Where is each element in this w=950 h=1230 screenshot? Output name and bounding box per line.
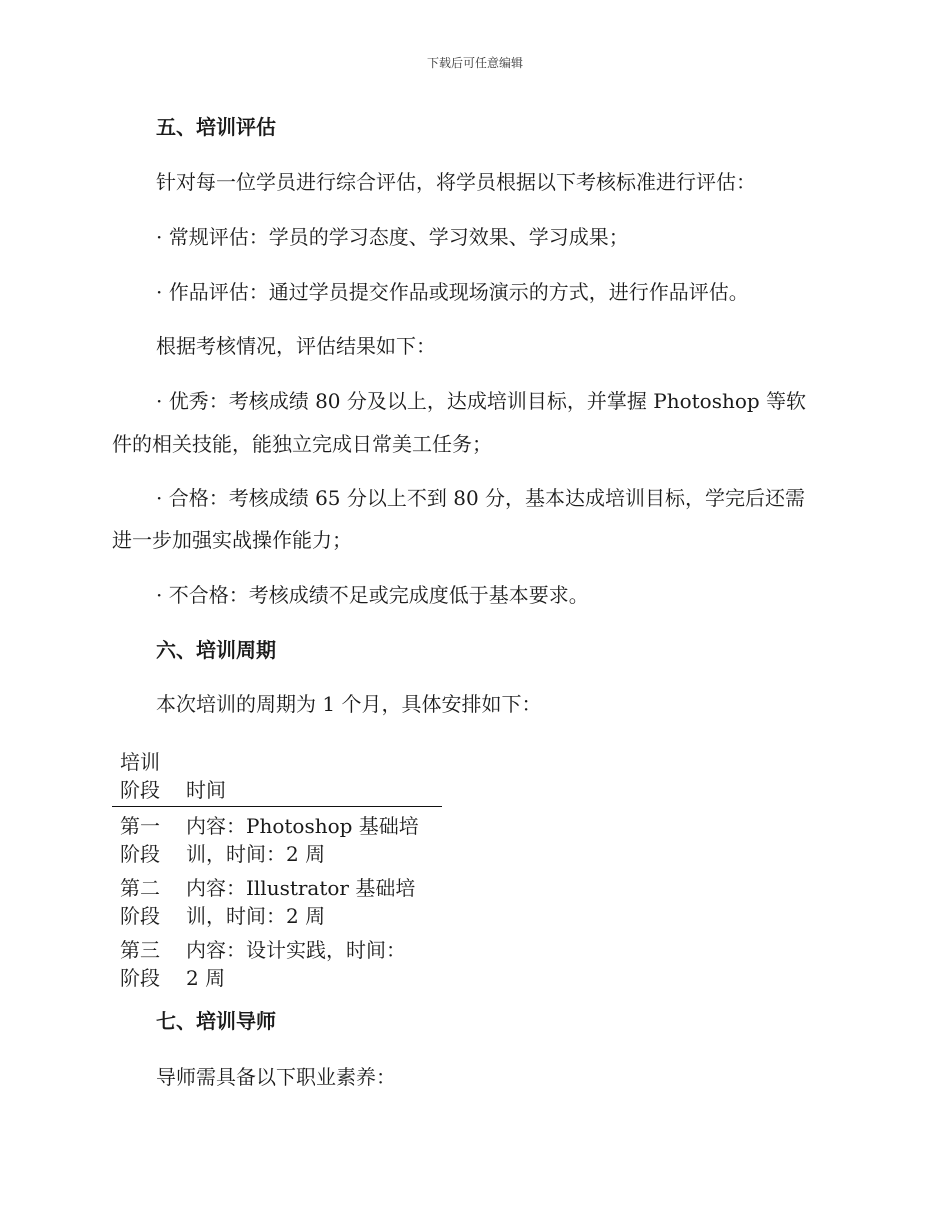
bullet-item: · 常规评估：学员的学习态度、学习效果、学习成果；: [156, 225, 629, 249]
table-cell-content: 训，时间：2 周: [186, 842, 326, 866]
table-cell-content: 内容：Photoshop 基础培: [186, 814, 419, 838]
table-cell-content: 内容：Illustrator 基础培: [186, 876, 416, 900]
table-cell-stage: 第二: [120, 876, 160, 900]
paragraph: 根据考核情况，评估结果如下：: [156, 334, 436, 358]
bullet-item: · 优秀：考核成绩 80 分及以上，达成培训目标，并掌握 Photoshop 等软: [156, 389, 807, 413]
table-cell-content: 内容：设计实践，时间：: [186, 938, 406, 962]
table-cell-stage: 第一: [120, 814, 160, 838]
paragraph: 本次培训的周期为 1 个月，具体安排如下：: [156, 692, 542, 716]
table-header-rule: [112, 806, 442, 807]
table-header-time: 时间: [186, 778, 226, 802]
table-cell-stage: 阶段: [120, 842, 160, 866]
bullet-item: · 不合格：考核成绩不足或完成度低于基本要求。: [156, 583, 589, 607]
section-heading-evaluation: 五、培训评估: [156, 115, 276, 139]
section-heading-mentor: 七、培训导师: [156, 1009, 276, 1033]
bullet-item: · 作品评估：通过学员提交作品或现场演示的方式，进行作品评估。: [156, 280, 749, 304]
page-header: 下载后可任意编辑: [426, 56, 523, 70]
table-cell-content: 训，时间：2 周: [186, 904, 326, 928]
table-header-stage: 培训: [120, 750, 160, 774]
table-cell-stage: 第三: [120, 938, 160, 962]
table-cell-stage: 阶段: [120, 904, 160, 928]
bullet-item-continuation: 件的相关技能，能独立完成日常美工任务；: [112, 432, 492, 456]
table-cell-content: 2 周: [186, 966, 226, 990]
table-header-stage: 阶段: [120, 778, 160, 802]
paragraph: 导师需具备以下职业素养：: [156, 1065, 396, 1089]
bullet-item-continuation: 进一步加强实战操作能力；: [112, 528, 352, 552]
section-heading-period: 六、培训周期: [156, 638, 276, 662]
paragraph: 针对每一位学员进行综合评估，将学员根据以下考核标准进行评估：: [156, 170, 756, 194]
table-cell-stage: 阶段: [120, 966, 160, 990]
bullet-item: · 合格：考核成绩 65 分以上不到 80 分，基本达成培训目标，学完后还需: [156, 486, 806, 510]
